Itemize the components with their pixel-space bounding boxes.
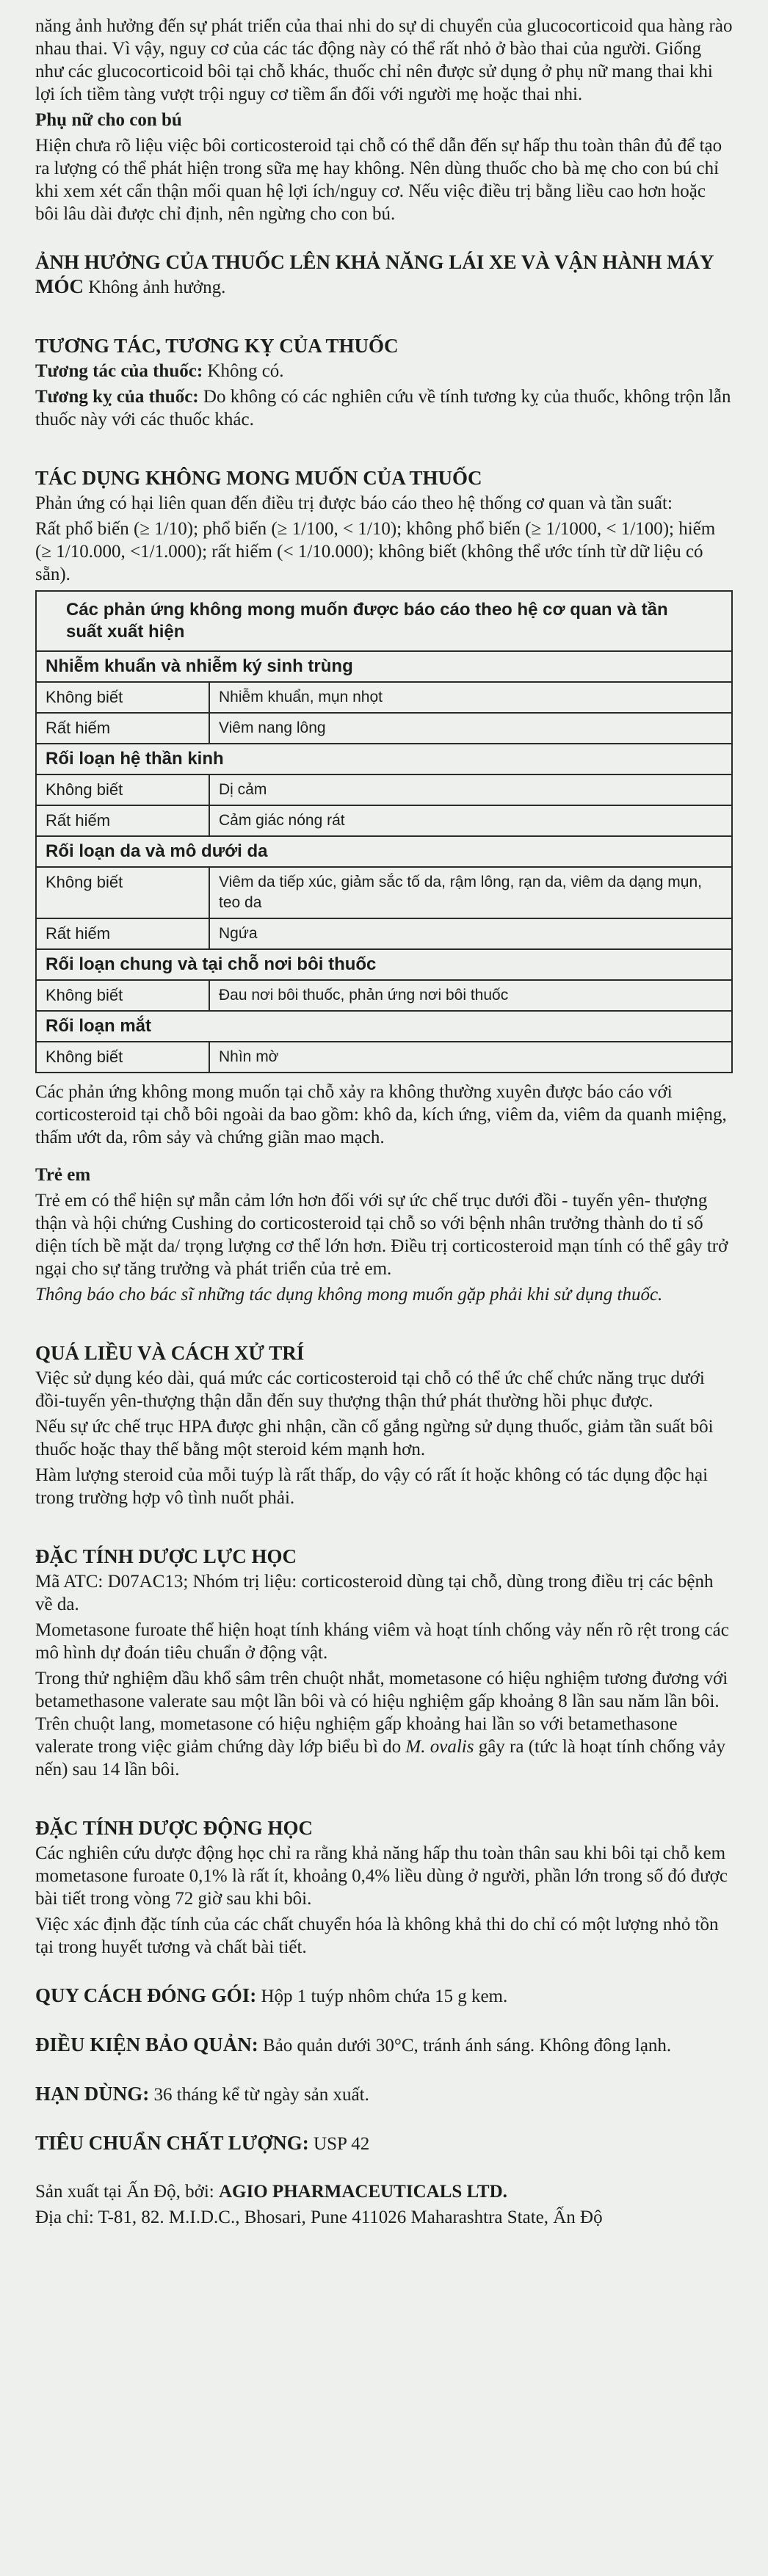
frequency-cell: Không biết <box>36 774 209 805</box>
packaging-text: Hộp 1 tuýp nhôm chứa 15 g kem. <box>261 1987 508 2006</box>
table-row <box>36 980 732 1011</box>
pd-organism: M. ovalis <box>405 1737 474 1757</box>
standard-label: TIÊU CHUẨN CHẤT LƯỢNG: <box>35 2132 309 2154</box>
interaction-line <box>35 360 733 382</box>
frequency-cell: Không biết <box>36 980 209 1011</box>
pharmacodynamics-paragraph-1: Mã ATC: D07AC13; Nhóm trị liệu: corticosteroid dùng tại chỗ, dùng trong điều trị các bệnh về da. <box>35 1572 714 1614</box>
effect-cell: Đau nơi bôi thuốc, phản ứng nơi bôi thuốc <box>209 980 732 1011</box>
made-in-text: Sản xuất tại Ấn Độ, bởi: <box>35 2182 214 2202</box>
frequency-cell: Không biết <box>36 1042 209 1073</box>
shelf-life-label: HẠN DÙNG: <box>35 2083 150 2105</box>
pharmacokinetics-paragraph-1: Các nghiên cứu dược động học chỉ ra rằng khả năng hấp thu toàn thân sau khi bôi tại chỗ kem mometasone furoate 0,1% là rất ít, khoảng 0,4% liều dùng ở người, phần lớn trong số đó được bài tiết trong vòng 72 giờ sau khi bôi. <box>35 1843 728 1909</box>
pd-text-b: gây ra (tức là hoạt tính chống vảy nến) sau 14 lần bôi. <box>35 1737 726 1779</box>
children-paragraph: Trẻ em có thể hiện sự mẫn cảm lớn hơn đối với sự ức chế trục dưới đồi - tuyến yên- thượng thận và hội chứng Cushing do corticosteroid tại chỗ so với bệnh nhân trưởng thành do tỉ số diện tích bề mặt da/ trọng lượng cơ thể lớn hơn. Điều trị corticosteroid mạn tính có thể gây trở ngại cho sự tăng trưởng và phát triển của trẻ em. <box>35 1191 728 1279</box>
group-name: Rối loạn hệ thần kinh <box>36 744 732 774</box>
intro-paragraph: năng ảnh hưởng đến sự phát triển của thai nhi do sự di chuyển của glucocorticoid qua hàng rào nhau thai. Vì vậy, nguy cơ của các tác động này có thể rất nhỏ ở bào thai của người. Giống như các glucocorticoid bôi tại chỗ khác, thuốc chỉ nên được sử dụng ở phụ nữ mang thai khi lợi ích tiềm tàng vượt trội nguy cơ tiềm ẩn đối với người mẹ hoặc thai nhi. <box>35 16 733 104</box>
table-row <box>36 713 732 744</box>
group-row <box>36 836 732 867</box>
group-row <box>36 744 732 774</box>
frequency-cell: Không biết <box>36 682 209 713</box>
group-name: Rối loạn chung và tại chỗ nơi bôi thuốc <box>36 949 732 980</box>
interactions-heading: TƯƠNG TÁC, TƯƠNG KỴ CỦA THUỐC <box>35 335 399 357</box>
pharmacodynamics-paragraph-3 <box>35 1667 733 1781</box>
storage-line <box>35 2033 733 2057</box>
effect-cell: Viêm nang lông <box>209 713 732 744</box>
frequency-cell: Rất hiếm <box>36 918 209 949</box>
interaction-text: Không có. <box>207 361 284 381</box>
pharmacodynamics-heading: ĐẶC TÍNH DƯỢC LỰC HỌC <box>35 1545 297 1567</box>
manufacturer-address: Địa chỉ: T-81, 82. M.I.D.C., Bhosari, Pune 411026 Maharashtra State, Ấn Độ <box>35 2207 603 2227</box>
overdose-heading: QUÁ LIỀU VÀ CÁCH XỬ TRÍ <box>35 1342 305 1364</box>
incompat-label: Tương kỵ của thuốc: <box>35 387 199 407</box>
group-name: Nhiễm khuẩn và nhiễm ký sinh trùng <box>36 651 732 682</box>
adverse-heading: TÁC DỤNG KHÔNG MONG MUỐN CỦA THUỐC <box>35 467 482 489</box>
effect-cell: Ngứa <box>209 918 732 949</box>
standard-text: USP 42 <box>314 2134 370 2154</box>
table-header-row <box>36 591 732 651</box>
frequency-cell: Rất hiếm <box>36 805 209 836</box>
driving-text: Không ảnh hưởng. <box>88 277 226 297</box>
effect-cell: Dị cảm <box>209 774 732 805</box>
storage-text: Bảo quản dưới 30°C, tránh ánh sáng. Không đông lạnh. <box>263 2036 672 2056</box>
driving-section <box>35 250 733 299</box>
shelf-life-text: 36 tháng kể từ ngày sản xuất. <box>153 2085 369 2105</box>
overdose-paragraph-3: Hàm lượng steroid của mỗi tuýp là rất thấp, do vậy có rất ít hoặc không có tác dụng độc hại trong trường hợp vô tình nuốt phải. <box>35 1465 709 1508</box>
table-row <box>36 867 732 918</box>
manufacturer-line <box>35 2180 733 2203</box>
pharmacodynamics-paragraph-2: Mometasone furoate thể hiện hoạt tính kháng viêm và hoạt tính chống vảy nến rõ rệt trong các mô hình dự đoán tiêu chuẩn ở động vật. <box>35 1620 729 1663</box>
adverse-frequency: Rất phổ biến (≥ 1/10); phổ biến (≥ 1/100, < 1/10); không phổ biến (≥ 1/1000, < 1/100); hiếm (≥ 1/10.000, <1/1.000); rất hiếm (< 1/10.000); không biết (không thể ước tính từ dữ liệu có sẵn). <box>35 519 716 584</box>
group-name: Rối loạn mắt <box>36 1011 732 1042</box>
notice-text: Thông báo cho bác sĩ những tác dụng không mong muốn gặp phải khi sử dụng thuốc. <box>35 1285 663 1305</box>
frequency-cell: Rất hiếm <box>36 713 209 744</box>
table-row <box>36 918 732 949</box>
overdose-paragraph-2: Nếu sự ức chế trục HPA được ghi nhận, cần cố gắng ngừng sử dụng thuốc, giảm tần suất bôi thuốc hoặc thay thế bằng một steroid kém mạnh hơn. <box>35 1417 714 1459</box>
effect-cell: Nhìn mờ <box>209 1042 732 1073</box>
effect-cell: Cảm giác nóng rát <box>209 805 732 836</box>
effect-cell: Nhiễm khuẩn, mụn nhọt <box>209 682 732 713</box>
company-name: AGIO PHARMACEUTICALS LTD. <box>219 2182 507 2202</box>
breastfeeding-paragraph: Hiện chưa rõ liệu việc bôi corticosteroid tại chỗ có thể dẫn đến sự hấp thu toàn thân đủ để tạo ra lượng có thể phát hiện trong sữa mẹ hay không. Nên dùng thuốc cho bà mẹ cho con bú chỉ khi xem xét cẩn thận mối quan hệ lợi ích/nguy cơ. Nếu việc điều trị bằng liều cao hơn hoặc bôi lâu dài được chỉ định, nên ngừng cho con bú. <box>35 136 722 224</box>
pd-text-a: Trong thử nghiệm dầu khổ sâm trên chuột nhắt, mometasone có hiệu nghiệm tương đương với betamethasone valerate sau một lần bôi và có hiệu nghiệm gấp khoảng 8 lần sau năm lần bôi. Trên chuột lang, mometasone có hiệu nghiệm gấp khoảng hai lần so với betamethasone valerate trong việc giảm chứng dày lớp biểu bì do <box>35 1669 728 1757</box>
breastfeeding-heading: Phụ nữ cho con bú <box>35 110 182 130</box>
table-row <box>36 805 732 836</box>
adverse-reactions-table <box>35 590 733 1073</box>
storage-label: ĐIỀU KIỆN BẢO QUẢN: <box>35 2033 258 2056</box>
effect-cell: Viêm da tiếp xúc, giảm sắc tố da, rậm lông, rạn da, viêm da dạng mụn, teo da <box>209 867 732 918</box>
group-row <box>36 949 732 980</box>
interaction-label: Tương tác của thuốc: <box>35 361 203 381</box>
table-row <box>36 682 732 713</box>
incompat-text: Do không có các nghiên cứu về tính tương kỵ của thuốc, không trộn lẫn thuốc này với các thuốc khác. <box>35 387 731 429</box>
local-reactions-paragraph: Các phản ứng không mong muốn tại chỗ xảy ra không thường xuyên được báo cáo với corticosteroid tại chỗ bôi ngoài da bao gồm: khô da, kích ứng, viêm da, viêm da quanh miệng, thấm ướt da, rôm sảy và chứng giãn mao mạch. <box>35 1082 727 1147</box>
standard-line <box>35 2131 733 2155</box>
incompat-line <box>35 385 733 431</box>
group-row <box>36 1011 732 1042</box>
pharmacokinetics-paragraph-2: Việc xác định đặc tính của các chất chuyển hóa là không khả thi do chỉ có một lượng nhỏ tồn tại trong huyết tương và chất bài tiết. <box>35 1915 719 1957</box>
table-header: Các phản ứng không mong muốn được báo cáo theo hệ cơ quan và tần suất xuất hiện <box>36 591 732 651</box>
packaging-line <box>35 1984 733 2008</box>
adverse-intro: Phản ứng có hại liên quan đến điều trị được báo cáo theo hệ thống cơ quan và tần suất: <box>35 493 673 513</box>
table-row <box>36 774 732 805</box>
overdose-paragraph-1: Việc sử dụng kéo dài, quá mức các corticosteroid tại chỗ có thể ức chế chức năng trục dưới đồi-tuyến yên-thượng thận dẫn đến suy thượng thận thứ phát thường hồi phục được. <box>35 1368 705 1411</box>
pharmacokinetics-heading: ĐẶC TÍNH DƯỢC ĐỘNG HỌC <box>35 1817 314 1839</box>
children-heading: Trẻ em <box>35 1165 91 1185</box>
group-row <box>36 651 732 682</box>
table-row <box>36 1042 732 1073</box>
group-name: Rối loạn da và mô dưới da <box>36 836 732 867</box>
packaging-label: QUY CÁCH ĐÓNG GÓI: <box>35 1984 257 2006</box>
frequency-cell: Không biết <box>36 867 209 918</box>
driving-heading: ẢNH HƯỞNG CỦA THUỐC LÊN KHẢ NĂNG LÁI XE VÀ VẬN HÀNH MÁY MÓC <box>35 251 714 297</box>
shelf-life-line <box>35 2082 733 2106</box>
